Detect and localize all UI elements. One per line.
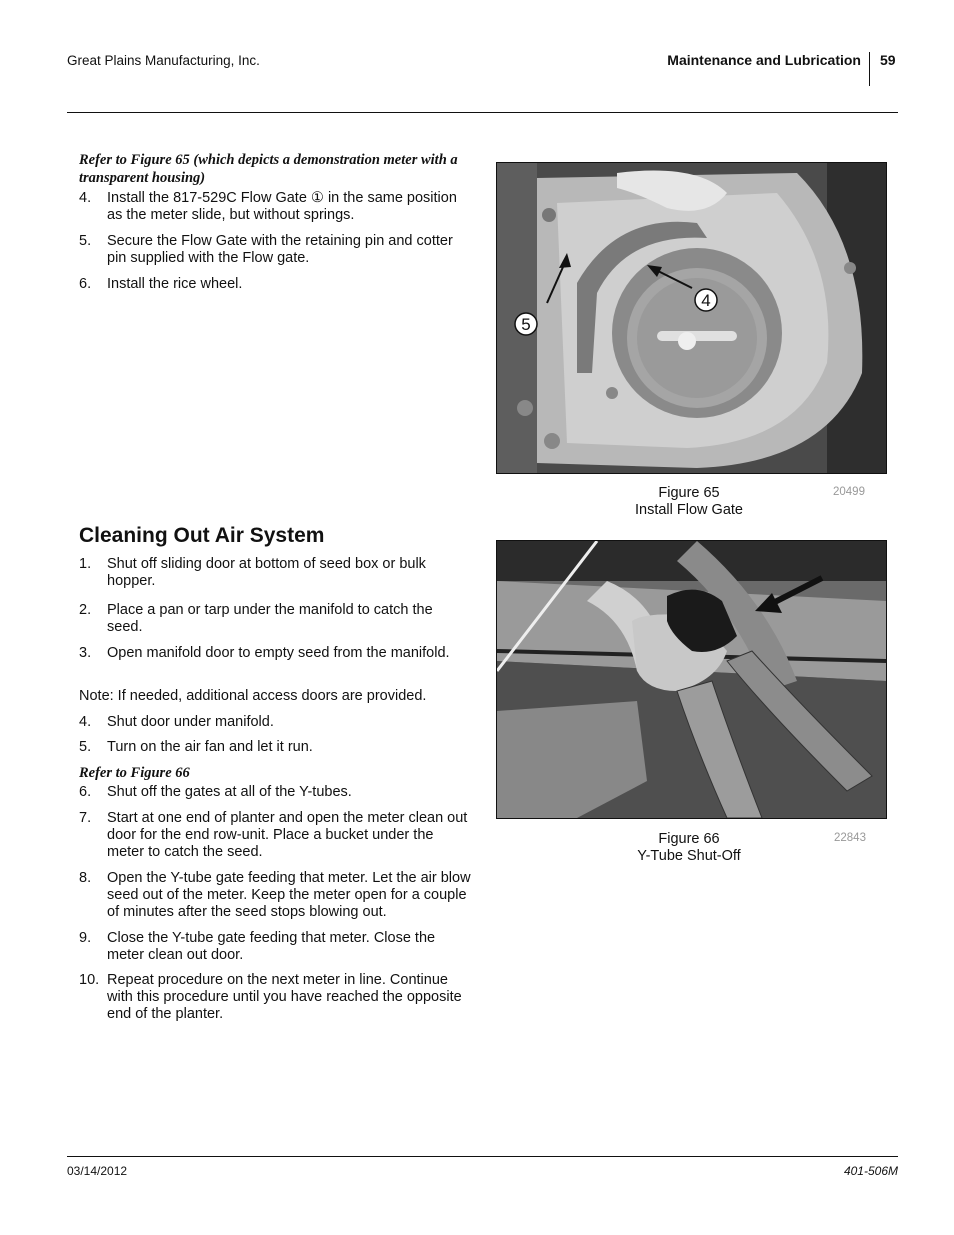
step-number: 4. <box>79 714 92 730</box>
step-number: 5. <box>79 739 92 755</box>
step-text: Open manifold door to empty seed from the manifold. <box>107 645 450 661</box>
list-item <box>79 784 471 801</box>
step-text: Shut door under manifold. <box>107 714 274 730</box>
step-text: Start at one end of planter and open the meter clean out door for the end row-unit. Place a bucket under the meter to catch the seed. <box>107 810 468 860</box>
step-number: 6. <box>79 784 92 800</box>
note-text: Note: If needed, additional access doors are provided. <box>79 688 427 704</box>
header-company: Great Plains Manufacturing, Inc. <box>67 53 260 68</box>
figure65-caption: Install Flow Gate <box>635 502 743 518</box>
step-number: 4. <box>79 190 92 206</box>
figure65-label: Figure 65 <box>658 485 720 501</box>
step-text: Close the Y-tube gate feeding that meter. Close the meter clean out door. <box>107 930 436 963</box>
step-text: Secure the Flow Gate with the retaining pin and cotter pin supplied with the Flow gate. <box>107 233 453 266</box>
list-item <box>79 972 471 1023</box>
step-number: 9. <box>79 930 92 946</box>
step-text: Shut off the gates at all of the Y-tubes. <box>107 784 352 800</box>
step-text: Shut off sliding door at bottom of seed box or bulk hopper. <box>107 556 426 589</box>
step-text: Repeat procedure on the next meter in line. Continue with this procedure until you have reached the opposite end of the planter. <box>107 972 462 1022</box>
list-item <box>79 645 471 662</box>
step-text: Install the rice wheel. <box>107 276 243 292</box>
footer-rule <box>67 1156 898 1157</box>
figure66-reference: Refer to Figure 66 <box>79 765 190 781</box>
page-number: 59 <box>880 52 896 68</box>
figure65-number: 20499 <box>833 486 865 498</box>
header-section: Maintenance and Lubrication <box>667 52 861 68</box>
step-number: 7. <box>79 810 92 826</box>
figure66-label: Figure 66 <box>658 831 720 847</box>
list-item <box>79 276 471 293</box>
footer-date: 03/14/2012 <box>67 1164 128 1178</box>
step-number: 2. <box>79 602 92 618</box>
figure65-photo <box>496 162 887 474</box>
list-item <box>79 870 471 921</box>
figure65-reference: Refer to Figure 65 (which depicts a demonstration meter with a transparent housing) <box>79 152 458 186</box>
callout-5 <box>515 313 537 335</box>
list-item <box>79 233 471 267</box>
step-text: Turn on the air fan and let it run. <box>107 739 313 755</box>
svg-text:4: 4 <box>701 291 711 310</box>
header-divider <box>869 52 870 86</box>
step-number: 8. <box>79 870 92 886</box>
list-item <box>79 602 471 636</box>
step-number: 6. <box>79 276 92 292</box>
list-item <box>79 739 471 756</box>
step-number: 1. <box>79 556 92 572</box>
step-number: 3. <box>79 645 92 661</box>
callout-4 <box>695 289 717 311</box>
section-title: Cleaning Out Air System <box>79 524 325 547</box>
step-text: Install the 817-529C Flow Gate ① in the same position as the meter slide, but without springs. <box>107 190 457 223</box>
footer-doc-number: 401-506M <box>843 1164 898 1178</box>
list-item <box>79 810 471 861</box>
figure66-photo <box>496 540 887 819</box>
step-number: 5. <box>79 233 92 249</box>
figure66-number: 22843 <box>834 832 866 844</box>
header-rule <box>67 112 898 113</box>
list-item <box>79 714 471 731</box>
step-text: Place a pan or tarp under the manifold to catch the seed. <box>107 602 433 635</box>
list-item <box>79 556 471 590</box>
svg-text:5: 5 <box>521 315 531 334</box>
step-text: Open the Y-tube gate feeding that meter. Let the air blow seed out of the meter. Keep the meter open for a couple of minutes after the seed stops blowing out. <box>107 870 471 920</box>
step-number: 10. <box>79 972 100 988</box>
figure66-caption: Y-Tube Shut-Off <box>637 848 741 864</box>
list-item <box>79 190 471 224</box>
list-item <box>79 930 471 964</box>
